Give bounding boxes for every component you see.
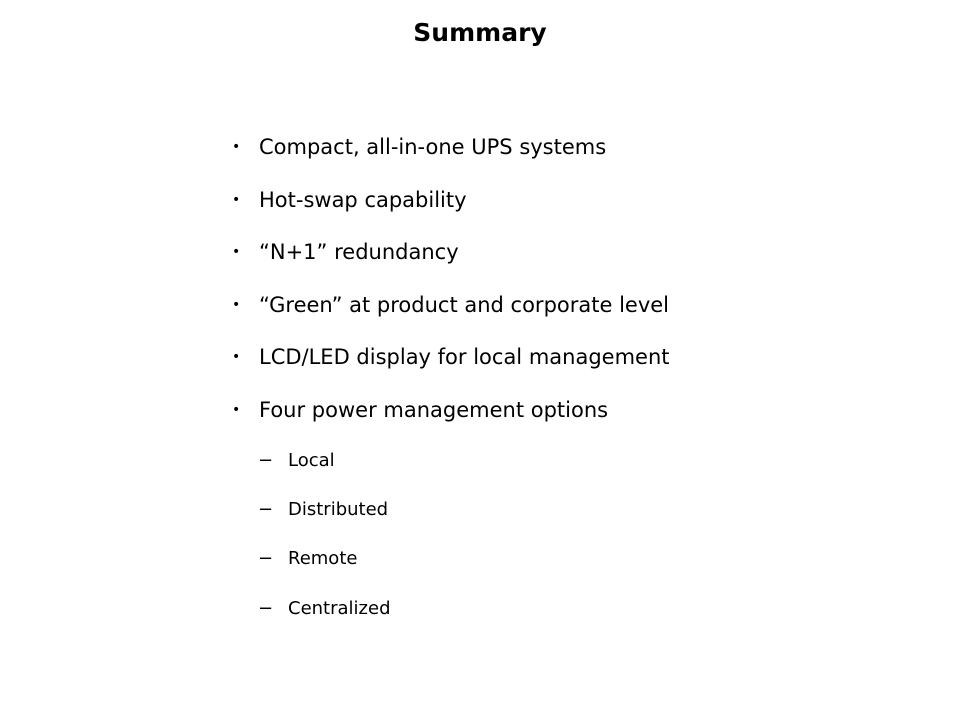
bullet-item: [232, 185, 467, 215]
sub-bullet-item: [258, 497, 388, 523]
dash-icon: −: [258, 598, 274, 619]
sub-bullet-item: [258, 546, 357, 572]
bullet-dot-icon: •: [232, 244, 241, 260]
sub-bullet-text: Remote: [288, 548, 358, 569]
bullet-dot-icon: •: [232, 349, 241, 365]
bullet-item: [232, 290, 669, 320]
sub-bullet-text: Centralized: [288, 598, 391, 619]
bullet-dot-icon: •: [232, 402, 241, 418]
sub-bullet-item: [258, 448, 335, 474]
bullet-item: [232, 237, 459, 267]
sub-bullet-text: Local: [288, 450, 335, 471]
bullet-dot-icon: •: [232, 139, 241, 155]
bullet-dot-icon: •: [232, 192, 241, 208]
bullet-text: “Green” at product and corporate level: [259, 293, 670, 317]
bullet-item: [232, 395, 608, 425]
bullet-dot-icon: •: [232, 297, 241, 313]
dash-icon: −: [258, 450, 274, 471]
bullet-text: “N+1” redundancy: [259, 240, 459, 264]
bullet-text: LCD/LED display for local management: [259, 345, 670, 369]
bullet-item: [232, 132, 606, 162]
sub-bullet-text: Distributed: [288, 499, 389, 520]
dash-icon: −: [258, 499, 274, 520]
bullet-text: Compact, all-in-one UPS systems: [259, 135, 607, 159]
dash-icon: −: [258, 548, 274, 569]
bullet-text: Four power management options: [259, 398, 609, 422]
bullet-item: [232, 342, 670, 372]
sub-bullet-item: [258, 596, 391, 622]
slide-title: Summary: [413, 18, 547, 47]
bullet-text: Hot-swap capability: [259, 188, 467, 212]
